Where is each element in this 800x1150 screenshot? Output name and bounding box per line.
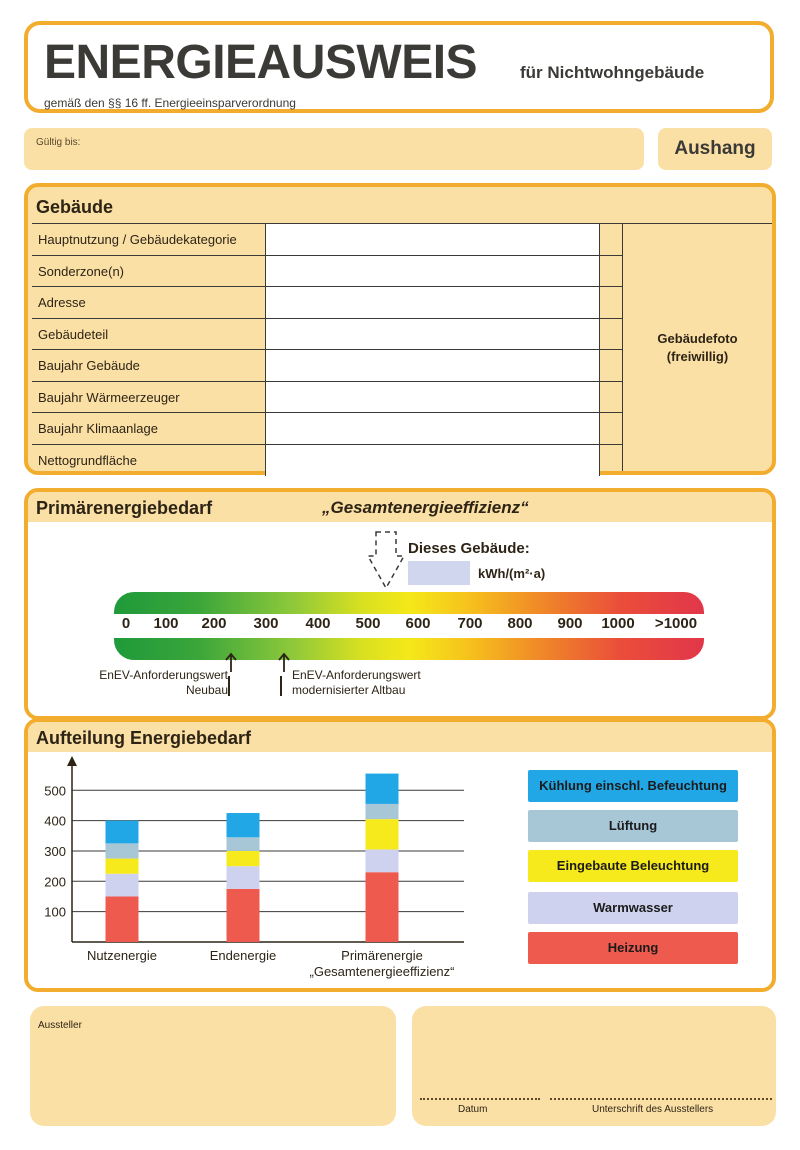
building-field-input[interactable] <box>266 350 600 381</box>
bar-segment <box>106 874 139 897</box>
scale-tick-label: 300 <box>253 615 279 632</box>
building-field-label: Baujahr Gebäude <box>32 350 266 381</box>
building-table-row <box>32 382 622 414</box>
scale-tick-label: 700 <box>457 615 483 632</box>
primary-energy-section <box>24 488 776 720</box>
legend-item: Lüftung <box>528 810 738 842</box>
bar-segment <box>227 837 260 851</box>
bar-segment <box>366 872 399 942</box>
bar-segment <box>106 896 139 942</box>
date-line[interactable] <box>420 1098 540 1100</box>
scale-tick-label: 600 <box>405 615 431 632</box>
section-header <box>28 492 772 522</box>
building-field-input[interactable] <box>266 319 600 350</box>
dashed-down-arrow-icon <box>368 530 404 592</box>
scale-strip <box>114 614 704 638</box>
signature-line[interactable] <box>550 1098 772 1100</box>
bar-segment <box>106 821 139 844</box>
issuer-field[interactable] <box>30 1006 396 1126</box>
building-field-input[interactable] <box>266 224 600 255</box>
building-field-input[interactable] <box>266 445 600 477</box>
energy-scale-bar <box>114 592 704 660</box>
arrow-up-icon <box>277 652 291 698</box>
legal-reference: gemäß den §§ 16 ff. Energieeinsparverordnung <box>44 96 296 110</box>
building-section-title: Gebäude <box>36 197 114 217</box>
building-table-row <box>32 319 622 351</box>
building-section <box>24 183 776 475</box>
date-label: Datum <box>458 1104 488 1115</box>
legend-item: Warmwasser <box>528 892 738 924</box>
scale-tick-label: 0 <box>121 615 131 632</box>
y-axis-arrow-icon <box>67 756 77 766</box>
bar-segment <box>106 843 139 858</box>
building-field-label: Nettogrundfläche <box>32 445 266 477</box>
primary-energy-title: Primärenergiebedarf <box>36 498 213 518</box>
legend-item: Heizung <box>528 932 738 964</box>
building-field-label: Baujahr Wärmeerzeuger <box>32 382 266 413</box>
stacked-bar-chart <box>28 752 498 988</box>
scale-tick-label: 200 <box>201 615 227 632</box>
scale-tick-label: >1000 <box>654 615 698 632</box>
scale-tick-label: 500 <box>355 615 381 632</box>
scale-tick-label: 800 <box>507 615 533 632</box>
requirement-new-building <box>72 668 228 698</box>
building-table-row <box>32 413 622 445</box>
signature-label: Unterschrift des Ausstellers <box>592 1104 714 1115</box>
building-table-row <box>32 256 622 288</box>
bar-segment <box>227 866 260 889</box>
bar-segment <box>227 851 260 866</box>
issuer-label: Aussteller <box>38 1020 82 1031</box>
y-tick-label: 200 <box>44 874 66 890</box>
building-table-row <box>32 445 622 477</box>
bar-segment <box>227 813 260 837</box>
scale-tick-label: 400 <box>305 615 331 632</box>
requirement-modernized-building <box>292 668 421 698</box>
bar-segment <box>366 774 399 804</box>
this-building-value-field[interactable] <box>408 561 470 585</box>
building-field-label: Hauptnutzung / Gebäudekategorie <box>32 224 266 255</box>
building-field-label: Adresse <box>32 287 266 318</box>
document-title: ENERGIEAUSWEIS <box>44 36 478 89</box>
signature-area <box>412 1006 776 1126</box>
scale-tick-label: 100 <box>153 615 179 632</box>
unit-label: kWh/(m²·a) <box>478 566 546 581</box>
energy-breakdown-section <box>24 718 776 992</box>
aushang-label: Aushang <box>658 128 772 170</box>
section-header <box>28 722 772 752</box>
scale-tick-label: 900 <box>557 615 583 632</box>
bar-segment <box>227 889 260 942</box>
legend-item: Eingebaute Beleuchtung <box>528 850 738 882</box>
photo-optional-label: (freiwillig) <box>666 348 729 364</box>
x-category-label: Endenergie <box>209 948 277 963</box>
y-tick-label: 100 <box>44 904 66 920</box>
bar-segment <box>366 819 399 849</box>
building-field-label: Sonderzone(n) <box>32 256 266 287</box>
legend-item: Kühlung einschl. Befeuchtung <box>528 770 738 802</box>
requirement-sublabel: modernisierter Altbau <box>292 683 406 697</box>
x-category-label: Nutzenergie <box>86 948 158 963</box>
this-building-label: Dieses Gebäude: <box>408 540 530 557</box>
bar-segment <box>366 849 399 872</box>
requirement-label: EnEV-Anforderungswert <box>292 668 421 682</box>
y-tick-label: 300 <box>44 843 66 859</box>
y-tick-label: 500 <box>44 783 66 799</box>
requirement-label: EnEV-Anforderungswert <box>99 668 228 682</box>
validity-field[interactable] <box>24 128 644 170</box>
building-table-row <box>32 350 622 382</box>
building-field-input[interactable] <box>266 287 600 318</box>
overall-efficiency-label: „Gesamtenergieeffizienz“ <box>322 498 529 517</box>
energy-breakdown-title: Aufteilung Energiebedarf <box>36 728 252 748</box>
building-field-label: Gebäudeteil <box>32 319 266 350</box>
building-table <box>32 223 622 476</box>
photo-label: Gebäudefoto <box>657 330 738 346</box>
requirement-sublabel: Neubau <box>185 683 228 697</box>
x-category-label: „Gesamtenergieeffizienz“ <box>309 964 455 979</box>
bar-segment <box>106 859 139 874</box>
header <box>24 21 774 113</box>
x-category-label: Primärenergie <box>341 948 423 963</box>
building-table-row <box>32 224 622 256</box>
validity-label: Gültig bis: <box>36 137 81 148</box>
building-field-input[interactable] <box>266 382 600 413</box>
scale-tick-label: 1000 <box>601 615 635 632</box>
building-field-input[interactable] <box>266 413 600 444</box>
building-table-row <box>32 287 622 319</box>
building-field-label: Baujahr Klimaanlage <box>32 413 266 444</box>
building-field-input[interactable] <box>266 256 600 287</box>
bar-segment <box>366 804 399 819</box>
y-tick-label: 400 <box>44 813 66 829</box>
building-photo-placeholder[interactable] <box>622 223 772 471</box>
document-subtitle: für Nichtwohngebäude <box>520 63 705 82</box>
